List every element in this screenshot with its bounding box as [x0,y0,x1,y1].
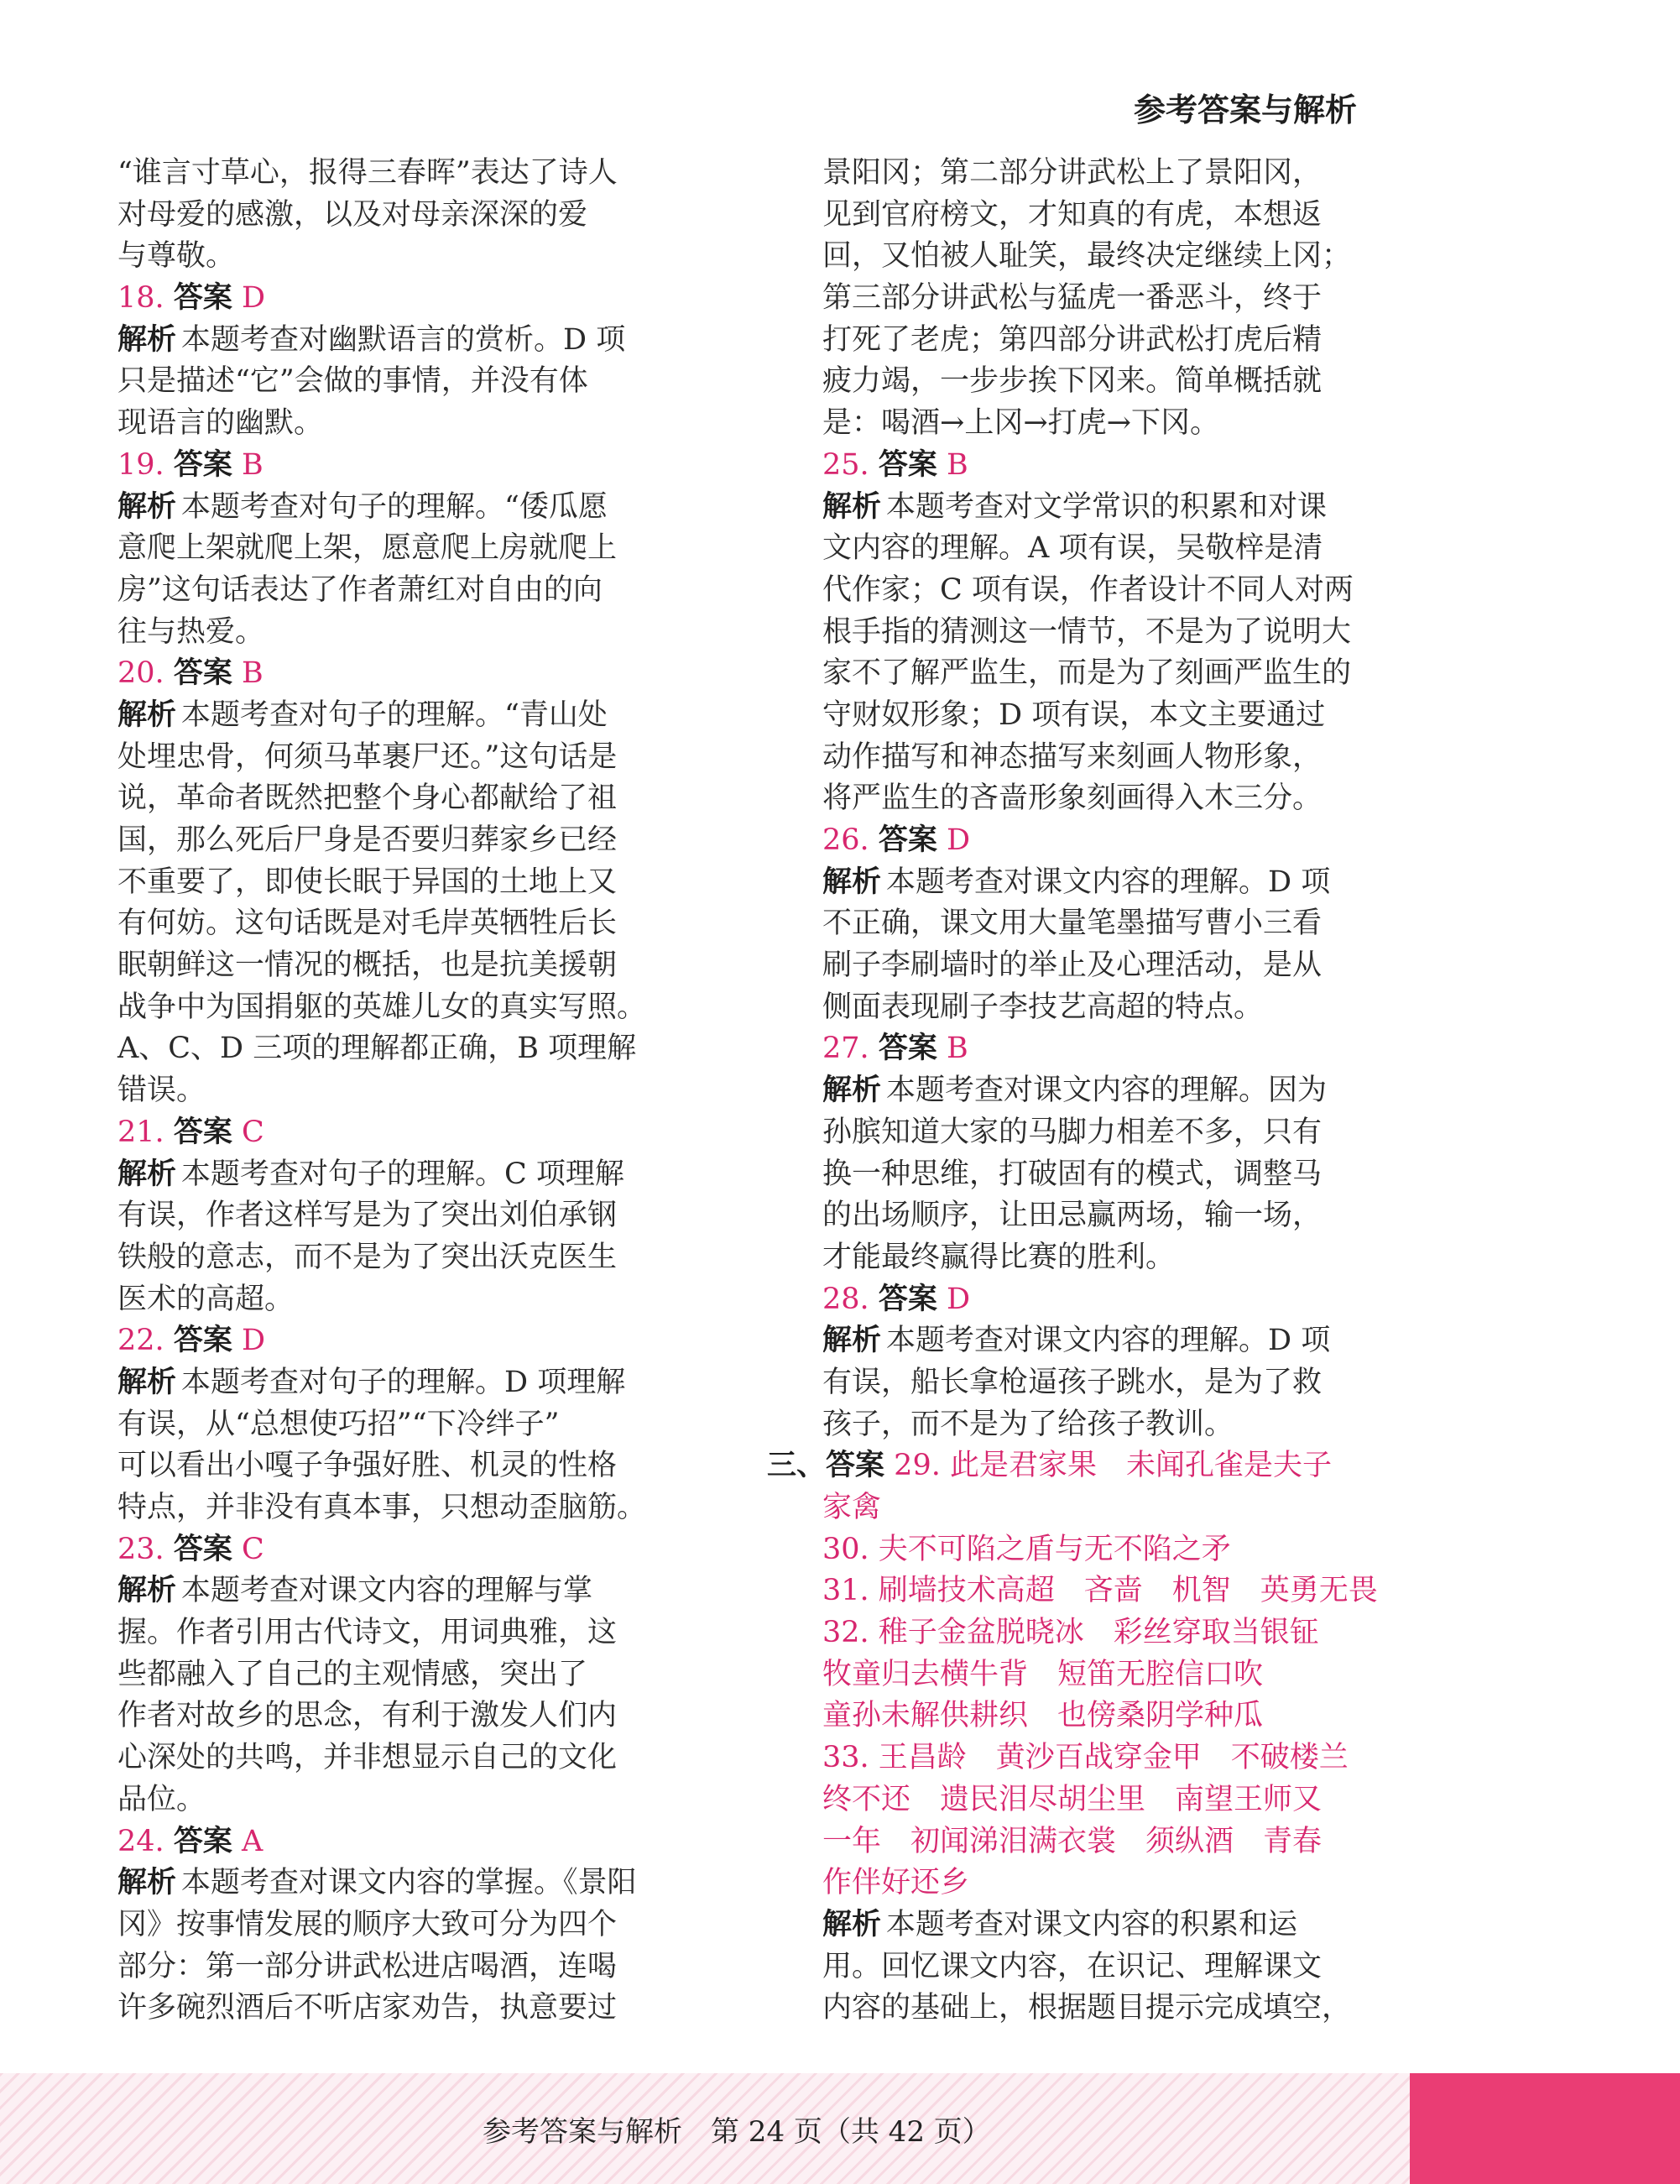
question-number: 22. [117,1324,164,1358]
answer-value: B [946,447,968,482]
text-line: 意爬上架就爬上架，愿意爬上房就爬上 [117,531,618,566]
text-line: 代作家；C 项有误，作者设计不同人对两 [822,572,1354,607]
analysis-text: 本题考查对课文内容的理解。因为 [886,1074,1328,1108]
text-line: 第三部分讲武松与猛虎一番恶斗，终于 [822,281,1323,316]
analysis-label: 解析 [117,1365,177,1399]
answer-value: C [241,1532,264,1566]
text-line: 有误，作者这样写是为了突出刘伯承钢 [117,1199,618,1233]
answer-value: B [241,447,263,482]
right-column [767,153,1378,2030]
text-line: 的出场顺序，让田忌赢两场，输一场， [822,1199,1323,1233]
answer-value: D [946,823,971,857]
text-line: 可以看出小嘎子争强好胜、机灵的性格 [117,1449,618,1483]
question-number: 26. [822,823,869,857]
text-line: 眠朝鲜这一情况的概括，也是抗美援朝 [117,948,618,983]
text-line: 孩子，而不是为了给孩子教训。 [822,1407,1234,1441]
text-line: 将严监生的吝啬形象刻画得入木三分。 [822,781,1323,816]
answer-label: 答案 [173,1115,232,1149]
text-line: 不正确，课文用大量笔墨描写曹小三看 [822,907,1323,941]
text-line: 不重要了，即使长眠于异国的土地上又 [117,865,618,899]
answer-21 [117,1112,659,1154]
answer-32-line2: 牧童归去横牛背 短笛无腔信口吹 [822,1657,1264,1691]
section-three-answer [767,1445,1332,1487]
question-number: 18. [117,281,164,316]
text-line: 只是描述“它”会做的事情，并没有体 [117,364,588,399]
answer-label: 答案 [878,823,937,857]
text-line: 根手指的猜测这一情节，不是为了说明大 [822,614,1352,649]
text-line: 文内容的理解。A 项有误，吴敬梓是清 [822,531,1323,566]
answer-31: 31. 刷墙技术高超 吝啬 机智 英勇无畏 [822,1574,1378,1608]
text-line: 往与热爱。 [117,614,265,649]
text-line: 处埋忠骨，何须马革裹尸还。”这句话是 [117,739,618,774]
analysis-text: 本题考查对课文内容的掌握。《景阳 [181,1866,637,1900]
text-line: 疲力竭，一步步挨下冈来。简单概括就 [822,364,1323,399]
answer-value: B [241,656,263,691]
analysis-label: 解析 [117,322,177,357]
analysis-line [117,1154,659,1196]
text-line: 回，又怕被人耻笑，最终决定继续上冈； [822,239,1352,274]
question-number: 20. [117,656,164,691]
text-line: 才能最终赢得比赛的胜利。 [822,1240,1176,1274]
text-line: 国，那么死后尸身是否要归葬家乡已经 [117,823,618,857]
analysis-line [822,487,1364,529]
analysis-label: 解析 [117,1574,177,1608]
answer-33-line2: 终不还 遗民泪尽胡尘里 南望王师又 [822,1782,1323,1816]
text-line: 有何妨。这句话既是对毛岸英牺牲后长 [117,907,618,941]
answer-label: 答案 [173,1532,232,1566]
text-line: 作者对故乡的思念，有利于激发人们内 [117,1699,618,1733]
text-line: 动作描写和神态描写来刻画人物形象， [822,739,1323,774]
analysis-label: 解析 [822,1074,882,1108]
analysis-text: 本题考查对句子的理解。“青山处 [181,698,608,732]
question-number: 27. [822,1032,869,1066]
analysis-line [117,487,659,529]
text-line: 孙膑知道大家的马脚力相差不多，只有 [822,1115,1323,1149]
text-line: 许多碗烈酒后不听店家劝告，执意要过 [117,1991,618,2025]
analysis-label: 解析 [117,1866,177,1900]
answer-label: 答案 [878,1032,937,1066]
answer-18 [117,278,659,320]
answer-33-line4: 作伴好还乡 [822,1866,970,1900]
text-line: 些都融入了自己的主观情感，突出了 [117,1657,588,1691]
answer-27 [822,1028,1364,1070]
text-line: 对母爱的感激，以及对母亲深深的爱 [117,197,588,232]
analysis-text: 本题考查对幽默语言的赏析。D 项 [181,322,626,357]
answer-19 [117,445,659,487]
text-line: 品位。 [117,1782,206,1816]
answer-label: 答案 [173,656,232,691]
text-line: 医术的高超。 [117,1282,295,1316]
question-number: 23. [117,1532,164,1566]
answer-30: 30. 夫不可陷之盾与无不陷之矛 [822,1532,1231,1566]
text-line: 冈》按事情发展的顺序大致可分为四个 [117,1907,618,1941]
analysis-line [117,1570,659,1612]
text-line: 特点，并非没有真本事，只想动歪脑筋。 [117,1491,647,1524]
analysis-label: 解析 [117,698,177,732]
text-line: A、C、D 三项的理解都正确，B 项理解 [117,1032,637,1066]
answer-23 [117,1529,659,1571]
analysis-label: 解析 [822,1324,882,1358]
analysis-line [117,320,659,362]
text-line: 刷子李刷墙时的举止及心理活动，是从 [822,948,1323,983]
text-line: 心深处的共鸣，并非想显示自己的文化 [117,1741,618,1775]
answer-label: 答案 [878,447,937,482]
analysis-text: 本题考查对句子的理解。“倭瓜愿 [181,489,608,524]
text-line: 房”这句话表达了作者萧红对自由的向 [117,572,603,607]
analysis-text: 本题考查对课文内容的理解与掌 [181,1574,593,1608]
analysis-text: 本题考查对文学常识的积累和对课 [886,489,1328,524]
text-line: 错误。 [117,1074,206,1108]
answer-32: 32. 稚子金盆脱晓冰 彩丝穿取当银钲 [822,1616,1319,1650]
answer-26 [822,820,1364,862]
text-line: 握。作者引用古代诗文，用词典雅，这 [117,1616,618,1650]
answer-33-line3: 一年 初闻涕泪满衣裳 须纵酒 青春 [822,1824,1323,1858]
answer-value: C [241,1115,264,1149]
analysis-text: 本题考查对课文内容的理解。D 项 [886,865,1331,899]
question-number: 19. [117,447,164,482]
analysis-text: 本题考查对课文内容的理解。D 项 [886,1324,1331,1358]
text-line: 战争中为国捐躯的英雄儿女的真实写照。 [117,990,647,1024]
analysis-label: 解析 [822,865,882,899]
answer-28 [822,1279,1364,1321]
text-line: 打死了老虎；第四部分讲武松打虎后精 [822,322,1323,357]
answer-label: 答案 [826,1449,885,1483]
analysis-text: 本题考查对句子的理解。C 项理解 [181,1157,624,1191]
question-number: 25. [822,447,869,482]
text-line: 守财奴形象；D 项有误，本文主要通过 [822,698,1326,732]
text-line: 景阳冈；第二部分讲武松上了景阳冈， [822,156,1323,190]
answer-label: 答案 [173,281,232,316]
analysis-line [822,862,1364,904]
answer-label: 答案 [878,1282,937,1316]
text-line: 侧面表现刷子李技艺高超的特点。 [822,990,1264,1024]
answer-29: 29. 此是君家果 未闻孔雀是夫子 [894,1449,1332,1483]
text-line: 内容的基础上，根据题目提示完成填空， [822,1991,1352,2025]
analysis-line [822,1904,1364,1946]
question-number: 28. [822,1282,869,1316]
text-line: 与尊敬。 [117,239,236,274]
answer-value: D [946,1282,971,1316]
answer-label: 答案 [173,1324,232,1358]
answer-20 [117,653,659,695]
answer-22 [117,1320,659,1362]
analysis-line [822,1070,1364,1112]
footer-page-info: 参考答案与解析 第 24 页（共 42 页） [483,2115,991,2149]
left-column [117,153,659,2030]
text-line: 部分：第一部分讲武松进店喝酒，连喝 [117,1949,618,1983]
analysis-label: 解析 [822,1907,882,1941]
text-line: 是：喝酒→上冈→打虎→下冈。 [822,406,1219,441]
answer-32-line3: 童孙未解供耕织 也傍桑阴学种瓜 [822,1699,1264,1733]
text-line: 有误，船长拿枪逼孩子跳水，是为了救 [822,1365,1323,1399]
text-line: 说，革命者既然把整个身心都献给了祖 [117,781,618,816]
text-line: 现语言的幽默。 [117,406,324,441]
analysis-line [117,1863,659,1904]
footer-accent-block [1410,2073,1680,2184]
analysis-text: 本题考查对课文内容的积累和运 [886,1907,1298,1941]
answer-label: 答案 [173,1824,232,1858]
question-number: 24. [117,1824,164,1858]
answer-25 [822,445,1364,487]
analysis-line [117,695,659,737]
text-line: 见到官府榜文，才知真的有虎，本想返 [822,197,1323,232]
answer-24 [117,1821,659,1863]
analysis-label: 解析 [117,489,177,524]
analysis-text: 本题考查对句子的理解。D 项理解 [181,1365,626,1399]
answer-value: A [241,1824,263,1858]
answer-value: D [241,1324,266,1358]
section-prefix: 三、 [767,1449,827,1483]
header-title: 参考答案与解析 [1133,91,1357,128]
answer-value: B [946,1032,968,1066]
answer-label: 答案 [173,447,232,482]
analysis-line [117,1362,659,1404]
text-line: 用。回忆课文内容，在识记、理解课文 [822,1949,1323,1983]
answer-value: D [241,281,266,316]
text-line: 换一种思维，打破固有的模式，调整马 [822,1157,1323,1191]
text-line: 家不了解严监生，而是为了刻画严监生的 [822,656,1352,691]
text-line: “谁言寸草心，报得三春晖”表达了诗人 [117,156,618,190]
text-line: 有误，从“总想使巧招”“下冷绊子” [117,1407,560,1441]
answer-33: 33. 王昌龄 黄沙百战穿金甲 不破楼兰 [822,1741,1349,1775]
text-line: 铁般的意志，而不是为了突出沃克医生 [117,1240,618,1274]
question-number: 21. [117,1115,164,1149]
analysis-label: 解析 [117,1157,177,1191]
answer-29-cont: 家禽 [822,1491,882,1524]
analysis-line [822,1320,1364,1362]
analysis-label: 解析 [822,489,882,524]
